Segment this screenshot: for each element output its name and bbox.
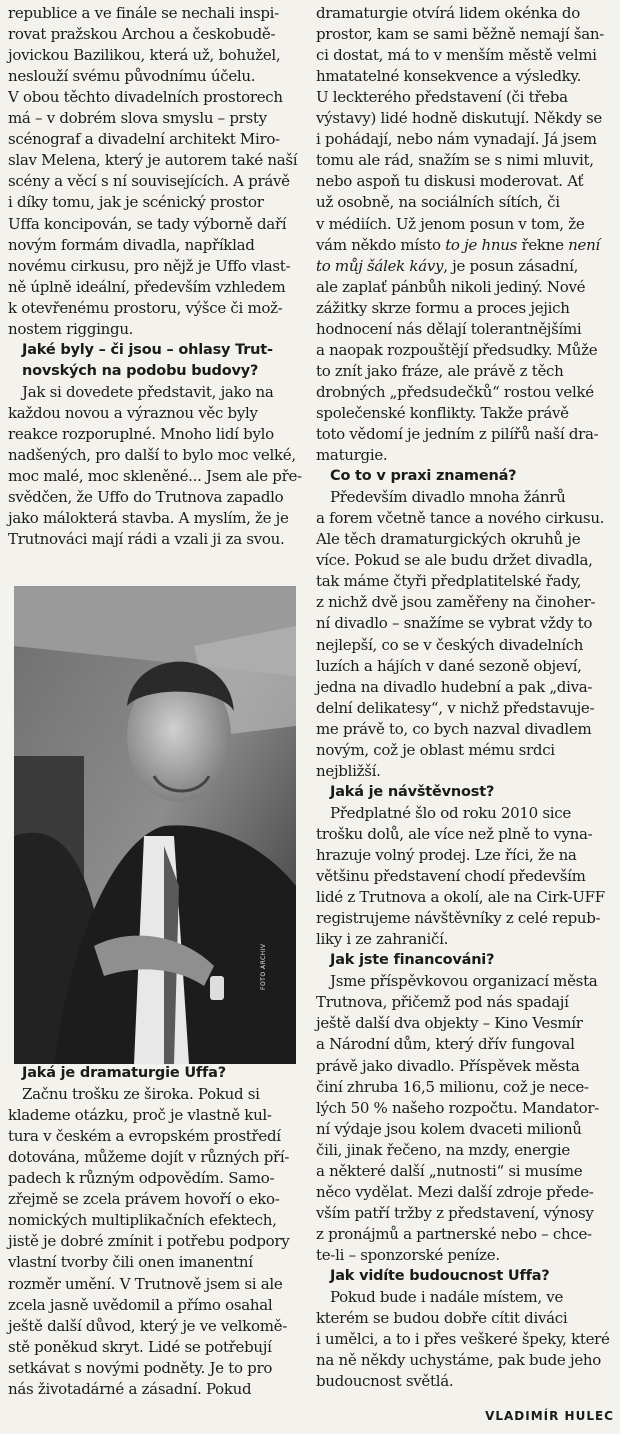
text-line: společenské konflikty. Takže právě [316, 403, 569, 422]
text-line: k otevřenému prostoru, výšce či mož- [8, 298, 283, 317]
text-line: Ale těch dramaturgických okruhů je [316, 530, 581, 549]
text-line: prostor, kam se sami běžně nemají šan- [316, 25, 604, 44]
italic-segment: není [568, 235, 600, 254]
text-line: stě poněkud skryt. Lidé se potřebují [8, 1337, 272, 1356]
text-line: drobných „předsudečků“ rostou velké [316, 382, 594, 401]
text-line: setkávat s novými podněty. Je to pro [8, 1358, 273, 1377]
text-line: to znít jako fráze, ale právě z těch [316, 361, 564, 380]
italic-segment: to můj šálek kávy [316, 256, 444, 275]
italic-segment: to je hnus [445, 235, 517, 254]
text-line: právě jako divadlo. Příspěvek města [316, 1056, 580, 1075]
text-line: luzích a hájích v dané sezoně objeví, [316, 656, 582, 675]
text-line: delní delikatesy“, v nichž představuje- [316, 698, 595, 717]
text-line: ci dostat, má to v menším městě velmi [316, 46, 597, 65]
text-line: už osobně, na sociálních sítích, či [316, 193, 560, 212]
text-line: hodnocení nás dělají tolerantnějšími [316, 319, 582, 338]
question-line: Jak jste financováni? [330, 952, 495, 969]
author-signature: VLADIMÍR HULEC [485, 1409, 614, 1423]
question-line: Jaké byly – či jsou – ohlasy Trut- [22, 341, 273, 358]
text-line: ještě další dva objekty – Kino Vesmír [316, 1014, 583, 1033]
text-line: te-li – sponzorské peníze. [316, 1245, 500, 1264]
text-line: něco vydělat. Mezi další zdroje přede- [316, 1182, 594, 1201]
text-line: maturgie. [316, 446, 388, 465]
question-line: Jaká je návštěvnost? [330, 783, 495, 800]
text-line: z nichž dvě jsou zaměřeny na činoher- [316, 593, 596, 612]
text-line: má – v dobrém slova smyslu – prsty [8, 109, 267, 128]
text-line: ní divadlo – snažíme se vybrat vždy to [316, 614, 593, 633]
text-line: Předplatné šlo od roku 2010 sice [330, 803, 571, 822]
text-line: scénograf a divadelní architekt Miro- [8, 130, 280, 149]
text-line: slav Melena, který je autorem také naší [8, 151, 298, 170]
text-line: rovat pražskou Archou a českobudě- [8, 25, 276, 44]
text-line: více. Pokud se ale budu držet divadla, [316, 551, 593, 570]
text-line: nadšených, pro další to bylo moc velké, [8, 446, 296, 465]
text-line: každou novou a výraznou věc byly [8, 403, 258, 422]
text-line: Jak si dovedete představit, jako na [22, 382, 274, 401]
text-line: i pohádají, nebo nám vynadají. Já jsem [316, 130, 597, 149]
text-line: Jsme příspěvkovou organizací města [330, 972, 598, 991]
question-line: Jak vidíte budoucnost Uffa? [330, 1268, 550, 1284]
text-line: tura v českém a evropském prostředí [8, 1127, 281, 1146]
text-line: nejlepší, co se v českých divadelních [316, 635, 584, 654]
text-line: činí zhruba 16,5 milionu, což je nece- [316, 1077, 589, 1096]
text-line [316, 235, 600, 254]
text-line: me právě to, co bych nazval divadlem [316, 719, 592, 738]
text-line: scény a věcí s ní souvisejících. A právě [8, 172, 290, 191]
text-line: registrujeme návštěvníky z celé repub- [316, 909, 601, 928]
text-line: tomu ale rád, snažím se s nimi mluvit, [316, 151, 594, 170]
text-line: hrazuje volný prodej. Lze říci, že na [316, 846, 577, 864]
text-line: jistě je dobré zmínit i potřebu podpory [8, 1232, 290, 1251]
question-line: novských na podobu budovy? [22, 362, 259, 379]
text-line: nebo aspoň tu diskusi moderovat. Ať [316, 172, 584, 191]
text-line: i díky tomu, jak je scénický prostor [8, 193, 264, 212]
text-line: a forem včetně tance a nového cirkusu. [316, 509, 605, 528]
text-line: toto vědomí je jedním z pilířů naší dra- [316, 425, 599, 443]
text-line: nás životadárné a zásadní. Pokud [8, 1379, 252, 1398]
text-line: na ně někdy uchystáme, pak bude jeho [316, 1351, 601, 1370]
text-line: klademe otázku, proč je vlastně kul- [8, 1106, 272, 1125]
text-line: neslouží svému původnímu účelu. [8, 67, 256, 86]
text-line: novým formám divadla, například [8, 235, 255, 254]
text-line: zřejmě se zcela právem hovoří o eko- [8, 1190, 280, 1209]
text-line: U leckterého představení (či třeba [316, 88, 568, 107]
text-line [316, 256, 579, 275]
text-line: padech k různým odpovědím. Samo- [8, 1169, 275, 1188]
text-line: Především divadlo mnoha žánrů [330, 488, 566, 507]
text-line: zcela jasně uvědomil a přímo osahal [8, 1295, 273, 1314]
text-line: novému cirkusu, pro nějž je Uffo vlast- [8, 256, 291, 275]
text-line: čili, jinak řečeno, na mzdy, energie [316, 1140, 570, 1159]
text-line: nomických multiplikačních efektech, [8, 1211, 277, 1230]
text-line: budoucnost světlá. [316, 1372, 454, 1391]
text-line: ně úplně ideální, především vzhledem [8, 277, 286, 296]
text-line: a Národní dům, který dřív fungoval [316, 1035, 575, 1054]
text-line: ale zaplať pánbůh nikoli jediný. Nové [316, 277, 586, 296]
text-segment: , je posun zásadní, [443, 256, 579, 275]
text-segment: vám někdo místo [316, 235, 446, 254]
text-line: lých 50 % našeho rozpočtu. Mandator- [316, 1098, 599, 1117]
text-line: rozměr umění. V Trutnově jsem si ale [8, 1274, 283, 1293]
text-line: tak máme čtyři předplatitelské řady, [316, 572, 582, 591]
text-line: většinu představení chodí především [316, 867, 586, 886]
text-line: Trutnova, přičemž pod nás spadají [316, 993, 569, 1012]
text-line: jovickou Bazilikou, která už, bohužel, [8, 46, 281, 65]
text-line: jedna na divadlo hudební a pak „diva- [316, 677, 593, 696]
text-line: výstavy) lidé hodně diskutují. Někdy se [316, 109, 602, 128]
question-line: Co to v praxi znamená? [330, 468, 517, 485]
text-line: trošku dolů, ale více než plně to vyna- [316, 824, 593, 843]
text-line: jako málokterá stavba. A myslím, že je [8, 509, 289, 528]
question-line: Jaká je dramaturgie Uffa? [22, 1065, 226, 1081]
text-line: novým, což je oblast mému srdci [316, 740, 555, 759]
text-line: moc malé, moc skleněné... Jsem ale pře- [8, 467, 302, 486]
text-line: republice a ve finále se nechali inspi- [8, 4, 279, 22]
text-line: ještě další důvod, který je ve velkomě- [8, 1316, 287, 1335]
text-line: liky i ze zahraničí. [316, 930, 449, 949]
text-line: Pokud bude i nadále místem, ve [330, 1288, 564, 1307]
text-line: zážitky skrze formu a proces jejich [316, 298, 570, 317]
text-line: dotována, můžeme dojít v různých pří- [8, 1148, 290, 1167]
text-segment: řekne [517, 235, 569, 254]
text-line: vším patří tržby z představení, výnosy [316, 1203, 594, 1222]
text-line: vlastní tvorby čili onen imanentní [8, 1253, 253, 1272]
text-line: svědčen, že Uffo do Trutnova zapadlo [8, 488, 284, 507]
portrait-photo-graphic [14, 586, 296, 1064]
text-line: nejbližší. [316, 761, 381, 780]
text-line: nostem riggingu. [8, 319, 134, 338]
text-line: Začnu trošku ze široka. Pokud si [22, 1085, 260, 1104]
text-line: hmatatelné konsekvence a výsledky. [316, 67, 582, 86]
portrait-photo [14, 586, 296, 1064]
text-line: v médiích. Už jenom posun v tom, že [316, 214, 585, 233]
text-line: dramaturgie otvírá lidem okénka do [316, 4, 580, 22]
text-line: i umělci, a to i přes veškeré špeky, které [316, 1330, 610, 1349]
text-line: reakce rozporuplné. Mnoho lidí bylo [8, 425, 274, 443]
text-line: a naopak rozpouštějí předsudky. Může [316, 340, 598, 359]
photo-credit: FOTO ARCHIV [260, 943, 267, 990]
text-line: ní výdaje jsou kolem dvaceti milionů [316, 1119, 582, 1138]
text-line: V obou těchto divadelních prostorech [8, 88, 283, 107]
text-line: Trutnováci mají rádi a vzali ji za svou. [8, 530, 285, 549]
text-line: lidé z Trutnova a okolí, ale na Cirk-UFF [316, 888, 605, 907]
text-line: z pronájmů a partnerské nebo – chce- [316, 1224, 592, 1243]
text-line: kterém se budou dobře cítit diváci [316, 1309, 568, 1328]
text-line: a některé další „nutnosti“ si musíme [316, 1161, 583, 1180]
text-line: Uffa koncipován, se tady výborně daří [8, 214, 287, 233]
